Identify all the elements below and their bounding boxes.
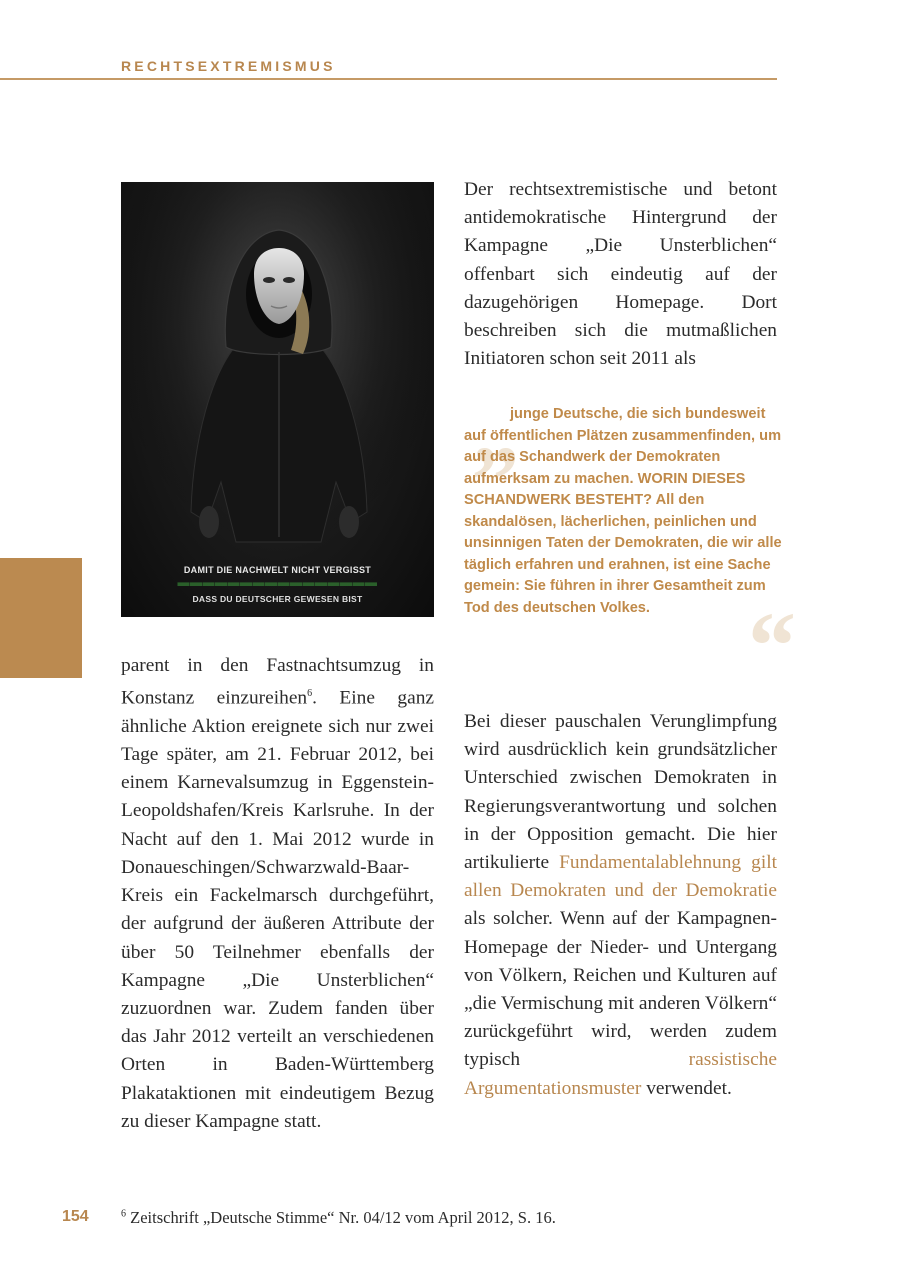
- chapter-side-tab: [0, 558, 82, 678]
- header-rule: [0, 78, 777, 80]
- pull-quote: [464, 376, 796, 699]
- poster-caption-top: DAMIT DIE NACHWELT NICHT VERGISST: [183, 565, 372, 575]
- paragraph-top-right: Der rechtsextremistische und betont antidemokratische Hintergrund der Kampagne „Die Unsterblichen“ offenbart sich eindeutig auf der dazugehörigen Homepage. Dort beschreiben sich die mutmaßlichen Initiatoren schon seit 2011 als: [464, 179, 777, 370]
- campaign-poster-image: [121, 182, 434, 617]
- footnote-text: Zeitschrift „Deutsche Stimme“ Nr. 04/12 vom April 2012, S. 16.: [126, 1208, 556, 1227]
- poster-caption-bottom: DASS DU DEUTSCHER GEWESEN BIST: [192, 594, 363, 604]
- hooded-figure-illustration: [121, 182, 434, 617]
- quote-text: junge Deutsche, die sich bundesweit auf öffentlichen Plätzen zusammenfinden, um auf das Schandwerk der Demokraten aufmerksam zu machen. WORIN DIESES SCHANDWERK BESTEHT? All den skandalösen, lächerlichen, peinlichen und unsinnigen Taten der Demokraten, die wir alle täglich erfahren und erahnen, ist eine Sache gemein: Sie führen in ihrer Gesamtheit zum Tod des deutschen Volkes.: [464, 406, 782, 616]
- poster-url-smudge: ▬▬▬▬▬▬▬▬▬▬▬▬▬▬▬▬: [177, 575, 378, 589]
- paragraph-left-part1: parent in den Fastnachtsumzug in Konstanz einzureihen: [121, 655, 434, 709]
- running-header: RECHTSEXTREMISMUS: [121, 58, 336, 74]
- highlight-argumentationsmuster: rassistische Argumentationsmuster: [464, 1049, 777, 1099]
- footnote-number: 6: [121, 1208, 126, 1220]
- highlight-fundamentalablehnung: Fundamentalablehnung gilt allen Demokraten und der Demokratie: [464, 852, 777, 902]
- footnote-reference: 6: [307, 688, 313, 700]
- quote-text-block: [464, 404, 784, 619]
- paragraph-left-part2: . Eine ganz ähnliche Aktion ereignete sich nur zwei Tage später, am 21. Februar 2012, bei einem Karnevalsumzug in Eggenstein-Leopoldshafen/Kreis Karlsruhe. In der Nacht auf den 1. Mai 2012 wurde in Donaueschingen/Schwarzwald-Baar-Kreis ein Fackelmarsch durchgeführt, der aufgrund der äußeren Attribute der über 50 Teilnehmer ebenfalls der Kampagne „Die Unsterblichen“ zuzuordnen war. Zudem fanden über das Jahr 2012 verteilt an verschiedenen Orten in Baden-Württemberg Plakataktionen mit eindeutigem Bezug zu dieser Kampagne statt.: [121, 687, 434, 1132]
- paragraph-right-part3: verwendet.: [641, 1077, 732, 1099]
- page-number: 154: [62, 1208, 89, 1225]
- footnote: [121, 1208, 556, 1228]
- quote-close-mark: “: [748, 592, 796, 699]
- paragraph-right-part1: Bei dieser pauschalen Verunglimpfung wird ausdrücklich kein grundsätzlicher Unterschied zwischen Demokraten in Regierungsverantwortung und solchen in der Opposition gemacht. Die hier artikulierte: [464, 711, 777, 874]
- paragraph-left-column: [121, 652, 434, 1136]
- paragraph-right-part2: als solcher. Wenn auf der Kampagnen-Homepage der Nieder- und Untergang von Völkern, Reichen und Kulturen auf „die Vermischung mit anderen Völkern“ zurückgeführt wird, werden zudem typisch: [464, 908, 777, 1071]
- paragraph-right-column: [464, 708, 777, 1103]
- quote-open-mark: „: [472, 376, 520, 483]
